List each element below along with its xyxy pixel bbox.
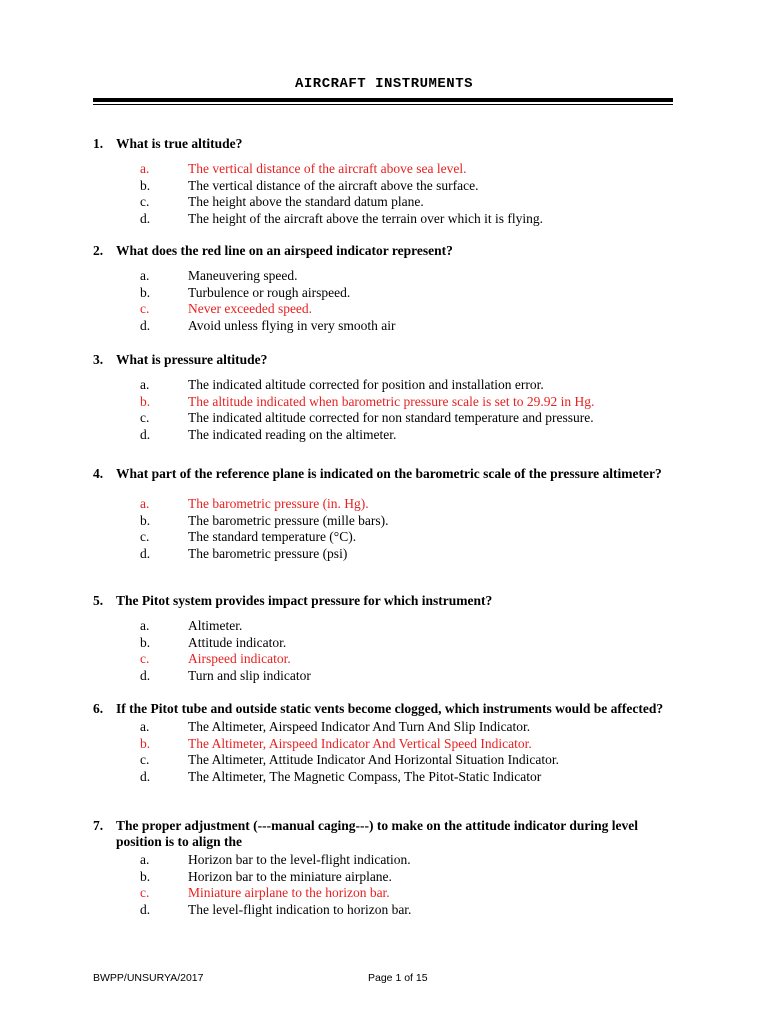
question-line	[93, 243, 683, 259]
option-letter: c.	[140, 194, 150, 210]
option-letter: b.	[140, 393, 151, 409]
question-text: The Pitot system provides impact pressure for which instrument?	[116, 593, 493, 608]
option-letter: c.	[140, 529, 150, 545]
option-text: The Altimeter, Attitude Indicator And Horizontal Situation Indicator.	[188, 752, 560, 768]
question-item	[93, 352, 683, 444]
option-text: The barometric pressure (psi)	[188, 546, 348, 562]
option-letter: b.	[140, 284, 151, 300]
answer-options	[93, 161, 683, 228]
option-letter: d.	[140, 668, 151, 684]
question-number: 7.	[93, 818, 104, 833]
option-text: Attitude indicator.	[188, 634, 287, 650]
correct-answer-option	[93, 651, 683, 668]
answer-option	[93, 427, 683, 444]
option-letter: d.	[140, 769, 151, 785]
question-item	[93, 701, 683, 786]
title-underline-thick	[93, 98, 673, 102]
question-item	[93, 243, 683, 335]
option-text: The standard temperature (°C).	[188, 529, 357, 545]
option-letter: c.	[140, 885, 150, 901]
answer-options	[93, 719, 683, 786]
question-number: 1.	[93, 136, 104, 151]
answer-option	[93, 268, 683, 285]
option-letter: b.	[140, 512, 151, 528]
question-number: 3.	[93, 352, 104, 367]
option-letter: a.	[140, 719, 150, 734]
footer-document-id: BWPP/UNSURYA/2017	[93, 972, 204, 984]
option-letter: a.	[140, 377, 150, 392]
option-text: The height above the standard datum plane.	[188, 194, 424, 210]
option-letter: a.	[140, 852, 150, 867]
option-letter: c.	[140, 410, 150, 426]
option-text: Miniature airplane to the horizon bar.	[188, 885, 390, 901]
option-text: The indicated altitude corrected for position and installation error.	[188, 377, 544, 392]
answer-option	[93, 377, 683, 394]
answer-option	[93, 719, 683, 736]
correct-answer-option	[93, 161, 683, 178]
answer-option	[93, 318, 683, 335]
option-letter: b.	[140, 177, 151, 193]
option-letter: a.	[140, 496, 150, 511]
option-text: Turn and slip indicator	[188, 668, 311, 684]
option-letter: a.	[140, 618, 150, 633]
answer-options	[93, 852, 683, 919]
option-text: The vertical distance of the aircraft above sea level.	[188, 161, 467, 176]
option-letter: d.	[140, 546, 151, 562]
option-letter: a.	[140, 268, 150, 283]
option-text: Horizon bar to the level-flight indication.	[188, 852, 411, 867]
footer-page-number: Page 1 of 15	[368, 972, 428, 984]
option-text: Maneuvering speed.	[188, 268, 298, 283]
correct-answer-option	[93, 885, 683, 902]
answer-option	[93, 410, 683, 427]
option-text: Horizon bar to the miniature airplane.	[188, 868, 392, 884]
option-letter: b.	[140, 634, 151, 650]
option-letter: c.	[140, 651, 150, 667]
option-text: The level-flight indication to horizon bar.	[188, 902, 412, 918]
option-letter: c.	[140, 752, 150, 768]
answer-option	[93, 194, 683, 211]
question-line	[93, 818, 683, 850]
option-letter: d.	[140, 318, 151, 334]
option-letter: d.	[140, 211, 151, 227]
option-text: Airspeed indicator.	[188, 651, 291, 667]
option-text: The indicated reading on the altimeter.	[188, 427, 397, 443]
question-line	[93, 460, 683, 487]
answer-options	[93, 618, 683, 685]
question-text: What part of the reference plane is indicated on the barometric scale of the pressure altimeter?	[116, 466, 662, 481]
option-text: The height of the aircraft above the terrain over which it is flying.	[188, 211, 543, 227]
answer-option	[93, 178, 683, 195]
option-text: The Altimeter, Airspeed Indicator And Vertical Speed Indicator.	[188, 735, 532, 751]
question-line	[93, 352, 683, 368]
question-number: 2.	[93, 243, 104, 258]
option-text: The barometric pressure (in. Hg).	[188, 496, 369, 511]
option-text: Turbulence or rough airspeed.	[188, 284, 351, 300]
answer-option	[93, 668, 683, 685]
answer-option	[93, 752, 683, 769]
correct-answer-option	[93, 301, 683, 318]
option-text: The Altimeter, Airspeed Indicator And Turn And Slip Indicator.	[188, 719, 531, 734]
answer-option	[93, 546, 683, 563]
option-text: Altimeter.	[188, 618, 243, 633]
option-letter: d.	[140, 427, 151, 443]
answer-option	[93, 211, 683, 228]
answer-option	[93, 618, 683, 635]
question-item	[93, 136, 683, 228]
question-text: If the Pitot tube and outside static vents become clogged, which instruments would be affected?	[116, 701, 664, 716]
answer-option	[93, 529, 683, 546]
answer-option	[93, 513, 683, 530]
question-item	[93, 593, 683, 685]
title-underline-thin	[93, 104, 673, 105]
option-text: Never exceeded speed.	[188, 301, 313, 317]
answer-options	[93, 268, 683, 335]
answer-option	[93, 902, 683, 919]
answer-option	[93, 869, 683, 886]
option-text: The vertical distance of the aircraft above the surface.	[188, 177, 479, 193]
option-text: Avoid unless flying in very smooth air	[188, 318, 396, 334]
option-text: The barometric pressure (mille bars).	[188, 512, 389, 528]
option-text: The indicated altitude corrected for non standard temperature and pressure.	[188, 410, 594, 426]
question-line	[93, 593, 683, 609]
question-text: What is true altitude?	[116, 136, 243, 151]
option-text: The altitude indicated when barometric pressure scale is set to 29.92 in Hg.	[188, 393, 595, 409]
option-text: The Altimeter, The Magnetic Compass, The Pitot-Static Indicator	[188, 769, 542, 785]
option-letter: b.	[140, 868, 151, 884]
answer-option	[93, 769, 683, 786]
question-text: What is pressure altitude?	[116, 352, 268, 367]
option-letter: a.	[140, 161, 150, 176]
option-letter: c.	[140, 301, 150, 317]
question-text: What does the red line on an airspeed indicator represent?	[116, 243, 453, 258]
answer-option	[93, 285, 683, 302]
option-letter: d.	[140, 902, 151, 918]
question-number: 6.	[93, 701, 104, 716]
question-text: The proper adjustment (---manual caging---) to make on the attitude indicator during level position is to align the	[116, 818, 638, 849]
correct-answer-option	[93, 736, 683, 753]
answer-option	[93, 852, 683, 869]
correct-answer-option	[93, 394, 683, 411]
correct-answer-option	[93, 496, 683, 513]
page-title: AIRCRAFT INSTRUMENTS	[294, 76, 474, 92]
answer-options	[93, 377, 683, 444]
question-line	[93, 701, 683, 717]
question-item	[93, 460, 683, 563]
question-number: 5.	[93, 593, 104, 608]
question-item	[93, 818, 683, 919]
option-letter: b.	[140, 735, 151, 751]
question-line	[93, 136, 683, 152]
answer-options	[93, 496, 683, 563]
question-number: 4.	[93, 466, 104, 481]
answer-option	[93, 635, 683, 652]
